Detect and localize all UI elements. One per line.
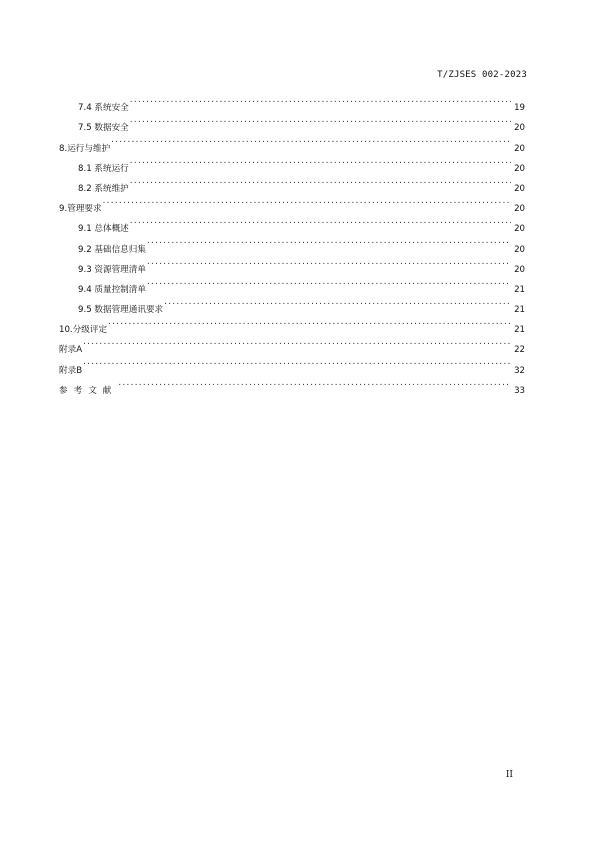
toc-dot-leader	[130, 110, 511, 130]
toc-dot-leader	[103, 191, 511, 211]
toc-dot-leader	[130, 90, 511, 110]
toc-entry-label: 附录B	[59, 365, 83, 376]
toc-entry-label: 9.1 总体概述	[78, 224, 129, 235]
toc-entry-label: 9.2 基础信息归集	[78, 244, 146, 255]
document-code: T/ZJSES 002-2023	[437, 70, 527, 80]
toc-entry-page: 21	[514, 305, 525, 316]
toc-entry-label: 9.3 资源管理清单	[78, 264, 146, 275]
toc-entry-references[interactable]	[59, 373, 525, 396]
table-of-contents	[59, 90, 525, 396]
toc-dot-leader	[83, 332, 511, 352]
toc-entry-label: 10.分级评定	[59, 325, 108, 336]
toc-entry-page: 22	[514, 345, 525, 356]
toc-dot-leader	[83, 352, 511, 372]
toc-entry-page: 20	[514, 224, 525, 235]
toc-entry-page: 21	[514, 284, 525, 295]
toc-entry-8-1[interactable]	[59, 151, 525, 174]
toc-dot-leader	[130, 211, 511, 231]
toc-entry-page: 19	[514, 103, 525, 114]
toc-dot-leader	[118, 373, 511, 393]
toc-entry-10[interactable]	[59, 312, 525, 336]
toc-entry-page: 21	[514, 325, 525, 336]
toc-entry-7-5[interactable]	[59, 110, 525, 134]
toc-entry-page: 20	[514, 183, 525, 194]
toc-dot-leader	[111, 130, 511, 150]
toc-dot-leader	[130, 171, 511, 191]
toc-dot-leader	[130, 151, 511, 171]
toc-entry-appendix-a[interactable]	[59, 332, 525, 356]
toc-entry-page: 20	[514, 143, 525, 154]
toc-entry-9[interactable]	[59, 191, 525, 215]
toc-entry-7-4[interactable]	[59, 90, 525, 114]
toc-entry-label: 8.1 系统运行	[78, 163, 129, 174]
toc-dot-leader	[164, 292, 511, 312]
toc-entry-label: 7.5 数据安全	[78, 123, 129, 134]
toc-entry-label: 9.4 质量控制清单	[78, 284, 146, 295]
page-number: II	[505, 770, 513, 780]
toc-entry-9-1[interactable]	[59, 211, 525, 235]
toc-entry-page: 33	[514, 385, 525, 396]
toc-entry-page: 20	[514, 123, 525, 134]
toc-entry-page: 20	[514, 244, 525, 255]
toc-entry-appendix-b[interactable]	[59, 352, 525, 376]
toc-entry-label: 附录A	[59, 345, 83, 356]
toc-entry-page: 20	[514, 264, 525, 275]
toc-dot-leader	[147, 231, 511, 251]
toc-entry-page: 20	[514, 204, 525, 215]
toc-entry-label: 8.运行与维护	[59, 143, 111, 154]
toc-entry-label: 9.管理要求	[59, 204, 102, 215]
toc-entry-label: 8.2 系统维护	[78, 183, 129, 194]
toc-entry-8[interactable]	[59, 130, 525, 154]
toc-entry-label: 参考文献	[59, 385, 118, 396]
toc-entry-8-2[interactable]	[59, 171, 525, 194]
toc-entry-label: 9.5 数据管理通讯要求	[78, 305, 164, 316]
toc-dot-leader	[147, 252, 511, 272]
toc-dot-leader	[147, 272, 511, 292]
toc-entry-page: 20	[514, 163, 525, 174]
toc-dot-leader	[108, 312, 511, 332]
toc-entry-page: 32	[514, 365, 525, 376]
toc-entry-label: 7.4 系统安全	[78, 103, 129, 114]
